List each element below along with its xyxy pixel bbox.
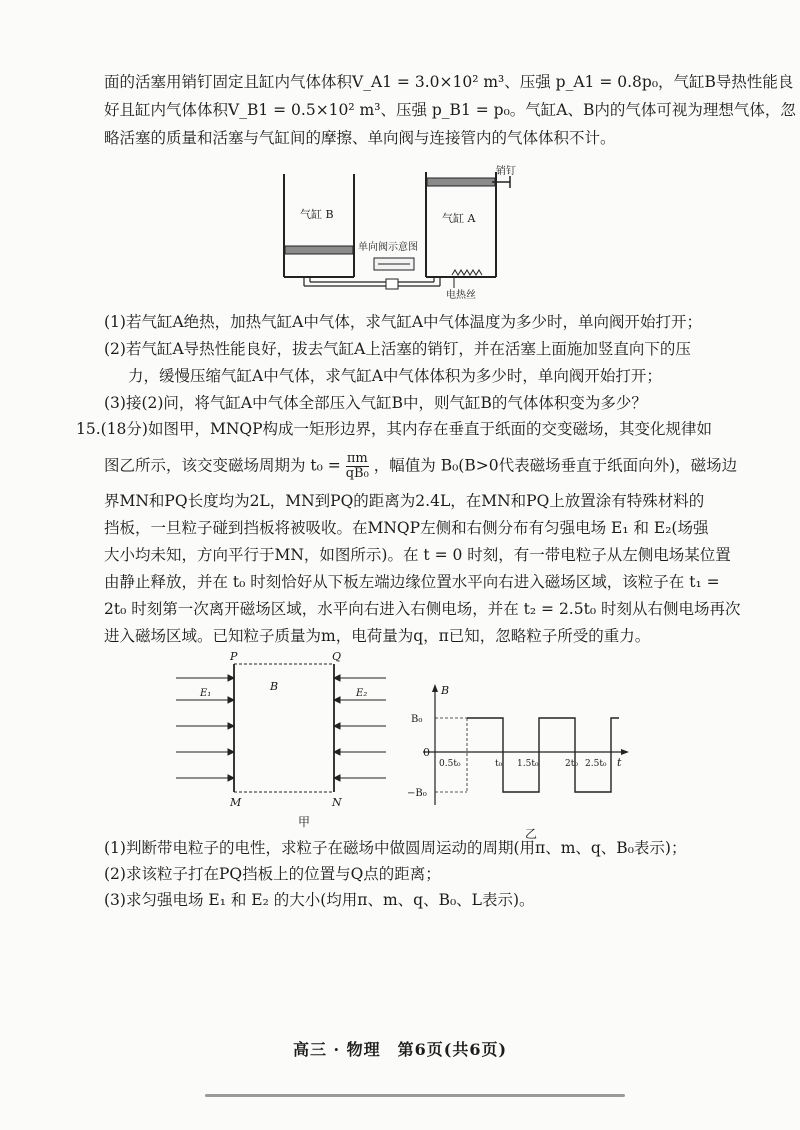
figure-yi-caption: 乙 — [525, 827, 538, 841]
page-footer: 高三 · 物理 第6页(共6页) — [292, 1040, 508, 1059]
figure-jia-caption: 甲 — [298, 815, 311, 829]
tick-label: 2t₀ — [565, 759, 578, 769]
q15-line-8: 进入磁场区域。已知粒子质量为m，电荷量为q，π已知，忽略粒子所受的重力。 — [104, 627, 651, 645]
q15-line-3: 界MN和PQ长度均为2L，MN到PQ的距离为2.4L，在MN和PQ上放置涂有特殊材料的 — [104, 492, 705, 510]
heater-coil-icon — [452, 270, 482, 275]
q15-part-3: (3)求匀强电场 E₁ 和 E₂ 的大小(均用π、m、q、B₀、L表示)。 — [104, 891, 535, 909]
cylinder-figure — [270, 162, 540, 302]
label-n: N — [332, 796, 342, 809]
q15-line-5: 大小均未知，方向平行于MN，如图所示)。在 t = 0 时刻，有一带电粒子从左侧电场某位置 — [104, 546, 731, 564]
cylinder-a-label: 气缸 A — [442, 212, 476, 225]
axis-label-b: B — [441, 684, 450, 697]
label-m: M — [230, 796, 242, 809]
tick-label: 0.5t₀ — [439, 759, 461, 769]
valve-label: 单向阀示意图 — [358, 242, 418, 253]
label-e1: E₁ — [200, 688, 212, 699]
label-e2: E₂ — [356, 688, 368, 699]
q14-part-2b: 力，缓慢压缩气缸A中气体，求气缸A中气体体积为多少时，单向阀开始打开； — [128, 367, 662, 385]
q15-line-1: 15.(18分)如图甲，MNQP构成一矩形边界，其内存在垂直于纸面的交变磁场，其变化规律如 — [76, 420, 713, 438]
neg-b0-label: −B₀ — [407, 788, 427, 799]
q15-line-6: 由静止释放，并在 t₀ 时刻恰好从下板左端边缘位置水平向右进入磁场区域，该粒子在 t₁ = — [104, 573, 720, 591]
check-valve-icon — [386, 279, 398, 289]
label-p: P — [230, 650, 238, 663]
q15-line-7: 2t₀ 时刻第一次离开磁场区域，水平向右进入右侧电场，并在 t₂ = 2.5t₀ 时刻从右侧电场再次 — [104, 600, 741, 618]
q15-line-2-end: ，幅值为 B₀(B>0代表磁场垂直于纸面向外)，磁场边 — [373, 456, 738, 475]
intro-line-1: 面的活塞用销钉固定且缸内气体体积V_A1 = 3.0×10² m³、压强 p_A1 = 0.8p₀，气缸B导热性能良 — [104, 73, 794, 91]
piston-b — [285, 246, 353, 254]
q15-line-2-start: 图乙所示，该交变磁场周期为 t₀ = — [104, 456, 341, 475]
fraction-numerator: πm — [346, 451, 368, 466]
intro-line-3: 略活塞的质量和活塞与气缸间的摩擦、单向阀与连接管内的气体体积不计。 — [104, 129, 616, 147]
bfield-graph-yi — [405, 680, 635, 860]
q15-part-2: (2)求该粒子打在PQ挡板上的位置与Q点的距离； — [104, 865, 441, 883]
piston-a — [427, 178, 495, 186]
origin-label: 0 — [423, 746, 430, 759]
tick-label: t₀ — [495, 759, 503, 769]
q15-line-4: 挡板，一旦粒子碰到挡板将被吸收。在MNQP左侧和右侧分布有匀强电场 E₁ 和 E₂(场强 — [104, 519, 709, 537]
field-figure-jia — [170, 650, 390, 830]
b0-label: B₀ — [411, 714, 423, 725]
label-b: B — [270, 680, 279, 693]
q14-part-1: (1)若气缸A绝热，加热气缸A中气体，求气缸A中气体温度为多少时，单向阀开始打开； — [104, 313, 703, 331]
cylinder-b-label: 气缸 B — [300, 208, 334, 221]
fraction-denominator: qB₀ — [345, 466, 369, 481]
q15-part-1: (1)判断带电粒子的电性，求粒子在磁场中做圆周运动的周期(用π、m、q、B₀表示)； — [104, 839, 687, 857]
label-q: Q — [332, 650, 342, 663]
tick-label: 2.5t₀ — [585, 759, 607, 769]
intro-line-2: 好且缸内气体体积V_B1 = 0.5×10² m³、压强 p_B1 = p₀。气缸A、B内的气体可视为理想气体，忽 — [104, 101, 796, 119]
q15-line-2 — [104, 452, 737, 481]
tick-label: 1.5t₀ — [517, 759, 539, 769]
q14-part-3: (3)接(2)问，将气缸A中气体全部压入气缸B中，则气缸B的气体体积变为多少？ — [104, 394, 647, 412]
bottom-rule — [205, 1094, 625, 1097]
axis-label-t: t — [617, 756, 622, 769]
pin-label: 销钉 — [496, 166, 516, 177]
q14-part-2a: (2)若气缸A导热性能良好，拔去气缸A上活塞的销钉，并在活塞上面施加竖直向下的压 — [104, 340, 691, 358]
period-fraction — [346, 452, 369, 481]
heater-label: 电热丝 — [446, 290, 476, 301]
b-square-wave — [467, 718, 619, 792]
